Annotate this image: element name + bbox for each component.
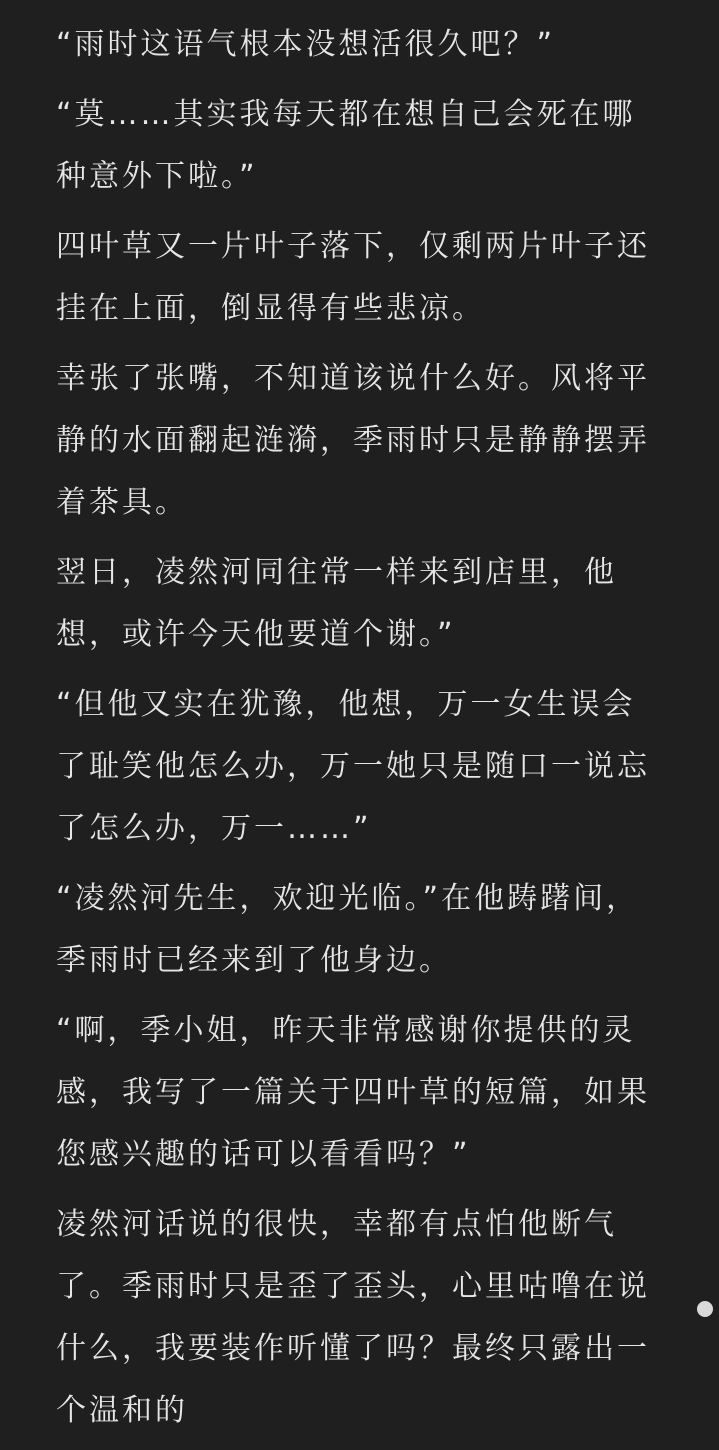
page-corner-icon [697, 1301, 713, 1317]
paragraph-6: “但他又实在犹豫，他想，万一女生误会了耻笑他怎么办，万一她只是随口一说忘了怎么办，万一……” [56, 687, 650, 846]
paragraph-9: 凌然河话说的很快，幸都有点怕他断气了。季雨时只是歪了歪头，心里咕噜在说什么，我要装作听懂了吗？最终只露出一个温和的 [56, 1207, 650, 1428]
paragraph-1: “雨时这语气根本没想活很久吧？” [56, 27, 556, 62]
paragraph-3: 四叶草又一片叶子落下，仅剩两片叶子还挂在上面，倒显得有些悲凉。 [56, 229, 650, 326]
paragraph-7: “凌然河先生，欢迎光临。”在他踌躇间，季雨时已经来到了他身边。 [56, 881, 640, 978]
paragraph-2: “莫……其实我每天都在想自己会死在哪种意外下啦。” [56, 97, 636, 194]
article-body [56, 14, 666, 1450]
paragraph-4: 幸张了张嘴，不知道该说什么好。风将平静的水面翻起涟漪，季雨时只是静静摆弄着茶具。 [56, 361, 650, 520]
paragraph-5: 翌日，凌然河同往常一样来到店里，他想，或许今天他要道个谢。” [56, 555, 617, 652]
paragraph-8: “啊，季小姐，昨天非常感谢你提供的灵感，我写了一篇关于四叶草的短篇，如果您感兴趣的话可以看看吗？” [56, 1013, 650, 1172]
